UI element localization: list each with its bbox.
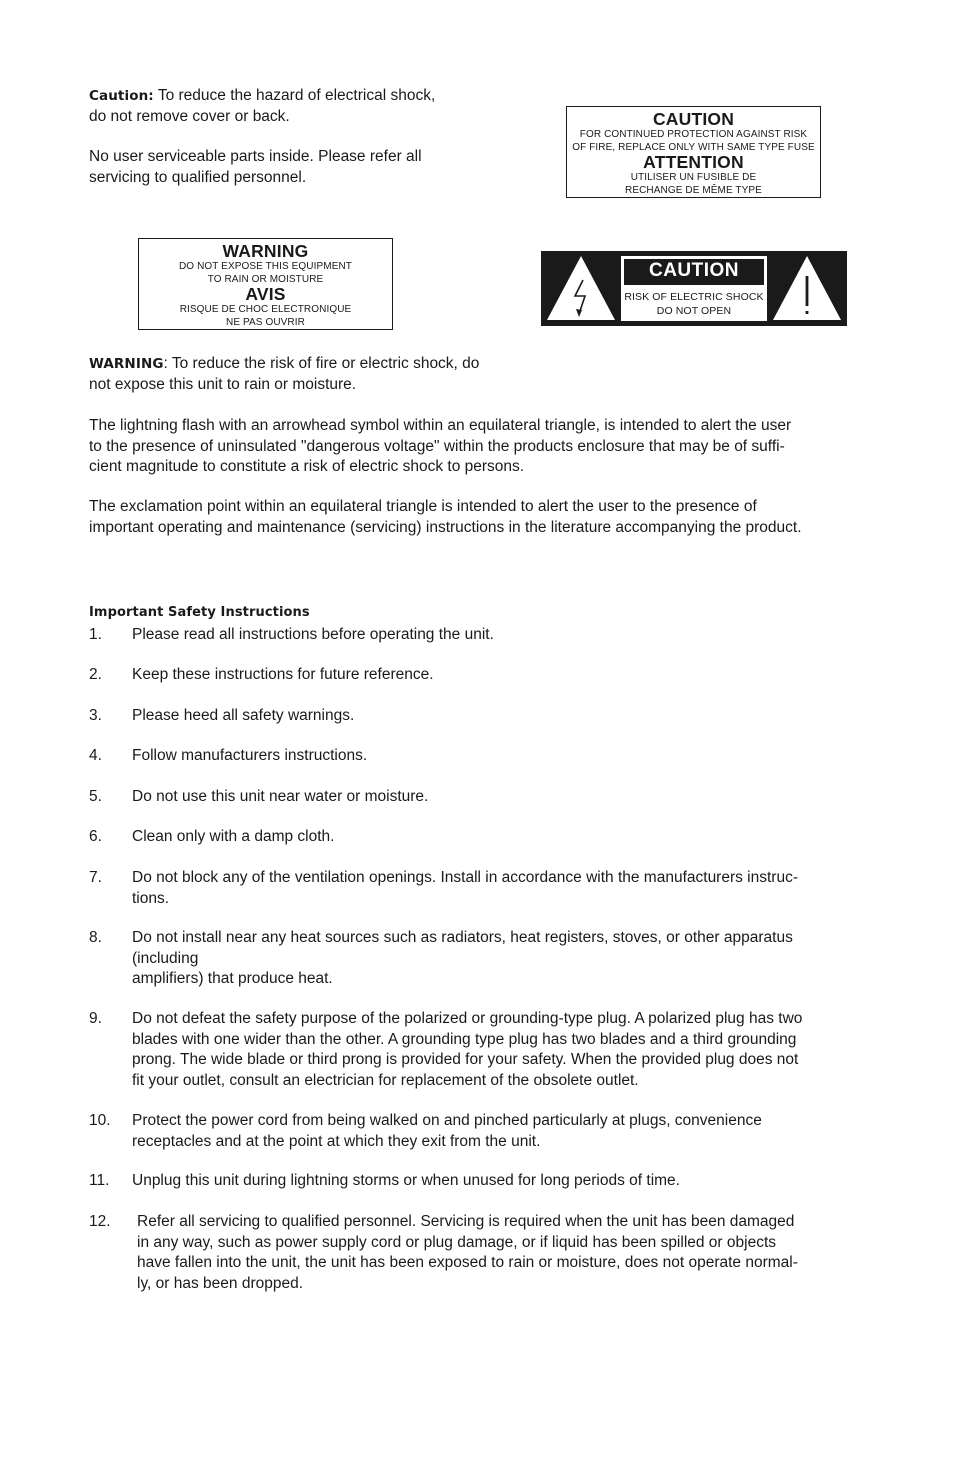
list-item-text: Follow manufacturers instructions. — [132, 747, 368, 764]
list-item-text: Do not install near any heat sources such as radiators, heat registers, stoves, or other apparatus — [132, 929, 793, 946]
fuse-label-line-1: FOR CONTINUED PROTECTION AGAINST RISK — [579, 129, 808, 140]
list-item-text: tions. — [132, 889, 170, 907]
list-item-number: 1. — [89, 626, 102, 643]
list-item-text: Please read all instructions before operating the unit. — [132, 626, 494, 643]
list-item-text: prong. The wide blade or third prong is provided for your safety. When the provided plug does not — [132, 1051, 799, 1068]
shock-caution-label — [541, 251, 847, 326]
list-item-text: Do not defeat the safety purpose of the polarized or grounding-type plug. A polarized plug has two — [132, 1010, 803, 1027]
warning-label-title-warning: WARNING — [222, 241, 309, 261]
list-item-number: 10. — [89, 1112, 111, 1129]
list-item-number: 11. — [89, 1172, 110, 1189]
caution-line-1: Caution: To reduce the hazard of electrical shock, — [89, 87, 436, 104]
list-item-text: have fallen into the unit, the unit has been exposed to rain or moisture, does not operate normal- — [137, 1254, 798, 1271]
list-item-number: 12. — [89, 1213, 111, 1230]
caution-line-2: do not remove cover or back. — [89, 107, 290, 125]
caution-para2-line-2: servicing to qualified personnel. — [89, 168, 307, 186]
lightning-line-1: The lightning flash with an arrowhead symbol within an equilateral triangle, is intended to alert the user — [89, 417, 792, 434]
warning-block — [89, 354, 529, 395]
list-item-text: fit your outlet, consult an electrician for replacement of the obsolete outlet. — [132, 1071, 639, 1089]
list-item-text: Refer all servicing to qualified personnel. Servicing is required when the unit has been damaged — [137, 1213, 795, 1230]
exclamation-line-1: The exclamation point within an equilateral triangle is intended to alert the user to the presence of — [89, 498, 757, 515]
warning-lead: WARNING — [89, 356, 164, 372]
exclamation-triangle-icon — [771, 254, 843, 322]
lightning-triangle-icon — [545, 254, 617, 322]
list-item-text: Clean only with a damp cloth. — [132, 828, 335, 845]
list-item-number: 6. — [89, 828, 102, 845]
warning-line-1: WARNING: To reduce the risk of fire or electric shock, do — [89, 355, 480, 372]
shock-label-center — [621, 256, 767, 321]
list-item-text: Protect the power cord from being walked on and pinched particularly at plugs, convenience — [132, 1112, 762, 1129]
list-item-text: Do not use this unit near water or moisture. — [132, 788, 429, 805]
list-item-text: Keep these instructions for future reference. — [132, 666, 434, 683]
warning-label-line-1: DO NOT EXPOSE THIS EQUIPMENT — [178, 261, 352, 272]
list-item-number: 3. — [89, 707, 102, 724]
list-item-number: 7. — [89, 869, 102, 886]
list-item-text: Unplug this unit during lightning storms or when unused for long periods of time. — [132, 1172, 680, 1189]
list-item-text: Please heed all safety warnings. — [132, 707, 355, 724]
list-item-number: 4. — [89, 747, 102, 764]
fuse-label-line-4: RECHANGE DE MÊME TYPE — [625, 185, 762, 196]
fuse-label-title-attention: ATTENTION — [643, 152, 744, 172]
warning-label — [138, 238, 393, 330]
lightning-line-2: to the presence of uninsulated "dangerous voltage" within the products enclosure that may be of suffi- — [89, 437, 785, 455]
warning-line-2: not expose this unit to rain or moisture. — [89, 375, 357, 393]
shock-label-line-1: RISK OF ELECTRIC SHOCK — [624, 291, 764, 303]
lightning-line-3: cient magnitude to constitute a risk of electric shock to persons. — [89, 458, 525, 475]
fuse-label-line-2: OF FIRE, REPLACE ONLY WITH SAME TYPE FUSE — [572, 142, 815, 153]
list-item-text: receptacles and at the point at which they exit from the unit. — [132, 1132, 541, 1150]
caution-para2-line-1: No user serviceable parts inside. Please refer all — [89, 148, 422, 165]
fuse-label-line-3: UTILISER UN FUSIBLE DE — [630, 172, 757, 183]
shock-label-line-2: DO NOT OPEN — [656, 305, 732, 317]
list-item-text: amplifiers) that produce heat. — [132, 970, 333, 987]
safety-heading: Important Safety Instructions — [89, 605, 310, 620]
warning-label-line-3: RISQUE DE CHOC ELECTRONIQUE — [179, 304, 352, 315]
exclamation-line-2: important operating and maintenance (servicing) instructions in the literature accompanying the product. — [89, 518, 802, 536]
warning-label-line-4: NE PAS OUVRIR — [226, 317, 305, 328]
list-item-number: 9. — [89, 1010, 102, 1027]
exclamation-paragraph — [89, 497, 879, 538]
list-item-text: Do not block any of the ventilation openings. Install in accordance with the manufacturers instruc- — [132, 869, 799, 886]
list-item-text: (including — [132, 949, 199, 967]
list-item-number: 8. — [89, 929, 102, 946]
list-item-number: 5. — [89, 788, 102, 805]
list-item-text: blades with one wider than the other. A grounding type plug has two blades and a third grounding — [132, 1030, 797, 1048]
warning-label-line-2: TO RAIN OR MOISTURE — [207, 274, 324, 285]
warning-label-title-avis: AVIS — [245, 284, 286, 304]
shock-label-title: CAUTION — [648, 260, 740, 281]
list-item-text: ly, or has been dropped. — [137, 1274, 304, 1292]
caution-block — [89, 86, 509, 188]
lightning-paragraph — [89, 416, 879, 478]
caution-lead: Caution: — [89, 88, 154, 104]
list-item-number: 2. — [89, 666, 102, 683]
fuse-caution-label — [566, 106, 821, 198]
list-item-text: in any way, such as power supply cord or plug damage, or if liquid has been spilled or objects — [137, 1233, 777, 1251]
fuse-label-title-caution: CAUTION — [652, 109, 735, 129]
